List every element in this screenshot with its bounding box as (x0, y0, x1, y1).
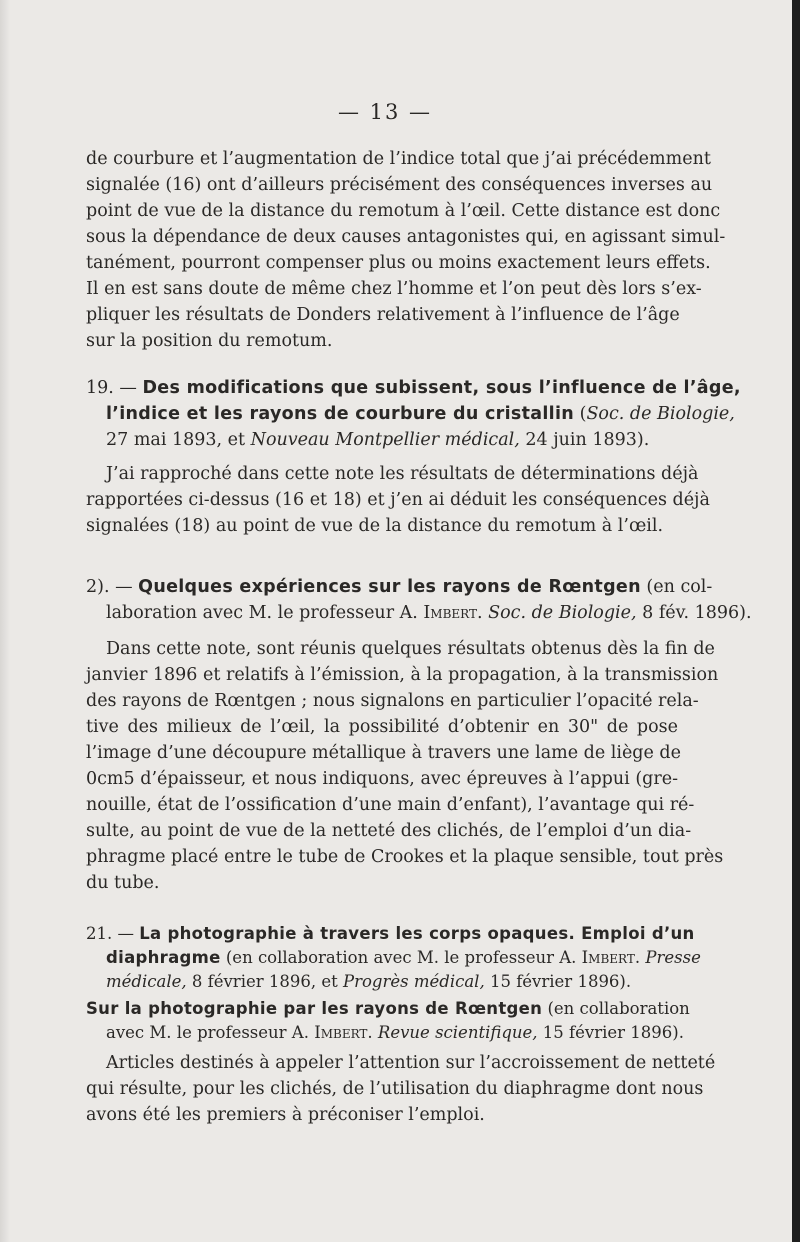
text-line: sur la position du remotum. (86, 331, 333, 351)
entry-line: avec M. le professeur A. Imbert. Revue scientifique, 15 février 1896). (106, 1023, 684, 1042)
entry-line: diaphragme (en collaboration avec M. le professeur A. Imbert. Presse (106, 948, 701, 967)
section-21-header (86, 922, 701, 994)
text-line: nouille, état de l’ossification d’une main d’enfant), l’avantage qui ré- (86, 795, 695, 815)
journal-name: Progrès médical, (343, 972, 485, 991)
text-line: point de vue de la distance du remotum à l’œil. Cette distance est donc (86, 201, 721, 221)
page-number: — 13 — (337, 100, 433, 124)
text-line: signalées (18) au point de vue de la distance du remotum à l’œil. (86, 516, 664, 536)
text-line: J’ai rapproché dans cette note les résultats de déterminations déjà (106, 464, 699, 484)
author-name: Imbert (423, 603, 477, 623)
entry-line: médicale, 8 février 1896, et Progrès médical, 15 février 1896). (106, 972, 632, 991)
text-line: l’image d’une découpure métallique à travers une lame de liège de (86, 743, 681, 763)
entry-title: Quelques expériences sur les rayons de Rœntgen (138, 577, 641, 597)
entry-line: laboration avec M. le professeur A. Imbert. Soc. de Biologie, 8 fév. 1896). (106, 603, 752, 623)
entry-number: 2). — (86, 577, 139, 597)
text-line: 0cm5 d’épaisseur, et nous indiquons, avec épreuves à l’appui (gre- (86, 769, 678, 789)
entry-line (86, 375, 741, 401)
text-line: des rayons de Rœntgen ; nous signalons en particulier l’opacité rela- (86, 691, 699, 711)
text-line: tanément, pourront compenser plus ou moins exactement leurs effets. (86, 253, 711, 273)
section-20-body (86, 636, 724, 896)
section-19-header (86, 375, 741, 453)
section-20-header (86, 574, 752, 626)
journal-name: Nouveau Montpellier médical, (250, 430, 520, 450)
entry-title: diaphragme (106, 948, 221, 967)
entry-title: La photographie à travers les corps opaques. Emploi d’un (139, 924, 695, 943)
text-line: avons été les premiers à préconiser l’emploi. (86, 1105, 485, 1125)
journal-name: Soc. de Biologie, (586, 404, 735, 424)
entry-line: l’indice et les rayons de courbure du cristallin (Soc. de Biologie, (106, 404, 735, 424)
text-line: signalée (16) ont d’ailleurs précisément des conséquences inverses au (86, 175, 713, 195)
text-line: pliquer les résultats de Donders relativement à l’influence de l’âge (86, 305, 680, 325)
entry-number: 19. — (86, 378, 143, 398)
journal-name: médicale, (106, 972, 187, 991)
text-line: de courbure et l’augmentation de l’indice total que j’ai précédemment (86, 149, 711, 169)
text-line: du tube. (86, 873, 160, 893)
entry-number: 21. — (86, 924, 140, 943)
author-name: Imbert (581, 948, 635, 967)
author-name: Imbert (314, 1023, 368, 1042)
entry-title: l’indice et les rayons de courbure du cristallin (106, 404, 575, 424)
journal-name: Soc. de Biologie, (488, 603, 637, 623)
text-line: tive des milieux de l’œil, la possibilité d’obtenir en 30" de pose (86, 717, 678, 737)
text-line: phragme placé entre le tube de Crookes et la plaque sensible, tout près (86, 847, 724, 867)
section-21-subentry (86, 997, 690, 1045)
entry-line: 2). — Quelques expériences sur les rayons de Rœntgen (en col- (86, 577, 713, 597)
journal-name: Revue scientifique, (377, 1023, 538, 1042)
text-line: Il en est sans doute de même chez l’homme et l’on peut dès lors s’ex- (86, 279, 702, 299)
section-21-body (86, 1050, 716, 1128)
text-line: janvier 1896 et relatifs à l’émission, à la propagation, à la transmission (86, 665, 719, 685)
entry-line: 27 mai 1893, et Nouveau Montpellier médical, 24 juin 1893). (106, 430, 650, 450)
entry-line: Sur la photographie par les rayons de Rœntgen (en collaboration (86, 999, 690, 1018)
text-line: sous la dépendance de deux causes antagonistes qui, en agissant simul- (86, 227, 726, 247)
text-line: Articles destinés à appeler l’attention sur l’accroissement de netteté (106, 1053, 716, 1073)
text-line: qui résulte, pour les clichés, de l’utilisation du diaphragme dont nous (86, 1079, 704, 1099)
text-line: Dans cette note, sont réunis quelques résultats obtenus dès la fin de (106, 639, 715, 659)
text-line: sulte, au point de vue de la netteté des clichés, de l’emploi d’un dia- (86, 821, 692, 841)
entry-title: Sur la photographie par les rayons de Rœntgen (86, 999, 543, 1018)
journal-name: Presse (645, 948, 701, 967)
entry-line (86, 922, 695, 946)
text-line: rapportées ci-dessus (16 et 18) et j’en ai déduit les conséquences déjà (86, 490, 710, 510)
section-19-body (86, 461, 710, 539)
entry-title: Des modifications que subissent, sous l’influence de l’âge, (142, 378, 741, 398)
intro-paragraph (86, 146, 726, 354)
